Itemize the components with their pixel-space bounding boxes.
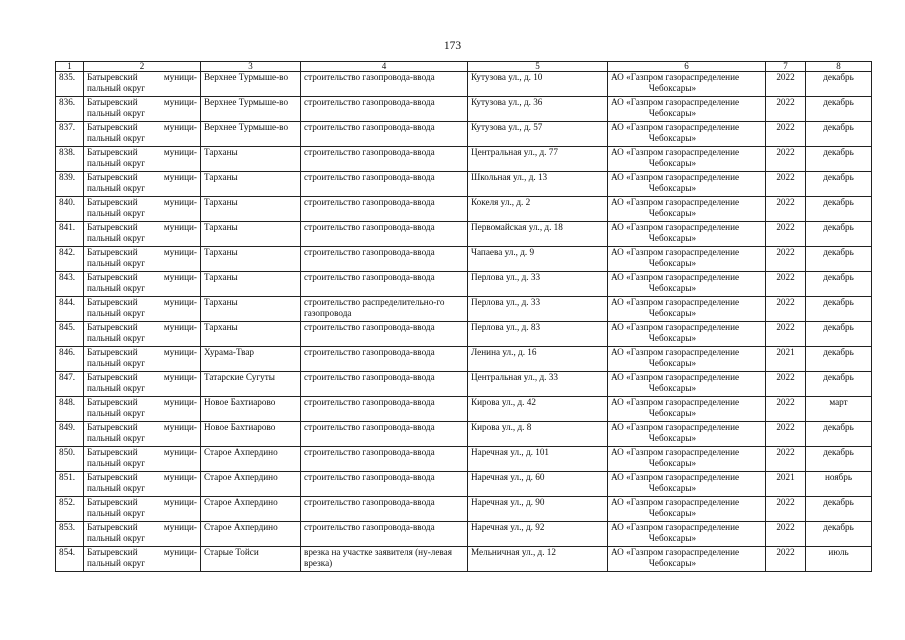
settlement-cell: Верхнее Турмыше-во — [201, 122, 301, 147]
address-cell: Перлова ул., д. 33 — [468, 272, 608, 297]
district-cell — [84, 222, 201, 247]
year-cell: 2022 — [766, 97, 806, 122]
address-cell: Наречная ул., д. 90 — [468, 497, 608, 522]
organization-name-line1: АО «Газпром газораспределение — [611, 447, 740, 457]
table-row — [56, 547, 872, 572]
work-type-cell: строительство газопровода-ввода — [301, 422, 468, 447]
organization-cell — [608, 472, 766, 497]
organization-name-line1: АО «Газпром газораспределение — [611, 372, 740, 382]
year-cell: 2022 — [766, 547, 806, 572]
table-row — [56, 147, 872, 172]
year-cell: 2022 — [766, 447, 806, 472]
organization-name-line1: АО «Газпром газораспределение — [611, 247, 740, 257]
work-type-cell: строительство газопровода-ввода — [301, 447, 468, 472]
organization-name-line2: Чебоксары» — [648, 407, 697, 418]
address-cell: Кутузова ул., д. 36 — [468, 97, 608, 122]
organization-name-line1: АО «Газпром газораспределение — [611, 72, 740, 82]
month-cell: декабрь — [806, 272, 872, 297]
district-type-part1: муници- — [163, 197, 197, 207]
month-cell: декабрь — [806, 122, 872, 147]
organization-cell — [608, 272, 766, 297]
settlement-cell: Тарханы — [201, 197, 301, 222]
district-type-part2: пальный округ — [87, 457, 146, 468]
district-cell — [84, 447, 201, 472]
month-cell: декабрь — [806, 297, 872, 322]
district-name: Батыревский — [87, 272, 138, 282]
district-name: Батыревский — [87, 447, 138, 457]
district-type-part1: муници- — [163, 147, 197, 157]
settlement-cell: Тарханы — [201, 147, 301, 172]
district-name: Батыревский — [87, 97, 138, 107]
settlement-cell: Старое Ахпердино — [201, 447, 301, 472]
district-name: Батыревский — [87, 147, 138, 157]
year-cell: 2022 — [766, 397, 806, 422]
row-number: 848. — [56, 397, 84, 422]
district-type-part2: пальный округ — [87, 357, 146, 368]
district-type-part1: муници- — [163, 322, 197, 332]
organization-cell — [608, 147, 766, 172]
row-number: 836. — [56, 97, 84, 122]
district-type-part2: пальный округ — [87, 82, 146, 93]
year-cell: 2022 — [766, 272, 806, 297]
row-number: 849. — [56, 422, 84, 447]
district-type-part2: пальный округ — [87, 257, 146, 268]
row-number: 850. — [56, 447, 84, 472]
settlement-cell: Тарханы — [201, 222, 301, 247]
organization-name-line2: Чебоксары» — [648, 307, 697, 318]
table-row — [56, 247, 872, 272]
organization-name-line2: Чебоксары» — [648, 232, 697, 243]
address-cell: Кокеля ул., д. 2 — [468, 197, 608, 222]
month-cell: декабрь — [806, 247, 872, 272]
organization-name-line1: АО «Газпром газораспределение — [611, 147, 740, 157]
organization-name-line2: Чебоксары» — [648, 357, 697, 368]
year-cell: 2021 — [766, 347, 806, 372]
work-type-cell: строительство распределительно-го газопровода — [301, 297, 468, 322]
row-number: 851. — [56, 472, 84, 497]
work-type-cell: строительство газопровода-ввода — [301, 172, 468, 197]
district-cell — [84, 197, 201, 222]
organization-cell — [608, 122, 766, 147]
district-type-part1: муници- — [163, 547, 197, 557]
district-name: Батыревский — [87, 247, 138, 257]
district-cell — [84, 397, 201, 422]
work-type-cell: строительство газопровода-ввода — [301, 97, 468, 122]
work-type-cell: строительство газопровода-ввода — [301, 522, 468, 547]
organization-name-line1: АО «Газпром газораспределение — [611, 122, 740, 132]
district-cell — [84, 297, 201, 322]
district-name: Батыревский — [87, 72, 138, 82]
column-header-3: 3 — [201, 62, 301, 72]
table-row — [56, 222, 872, 247]
organization-name-line1: АО «Газпром газораспределение — [611, 522, 740, 532]
organization-cell — [608, 247, 766, 272]
district-type-part2: пальный округ — [87, 232, 146, 243]
district-cell — [84, 522, 201, 547]
district-type-part1: муници- — [163, 297, 197, 307]
organization-name-line1: АО «Газпром газораспределение — [611, 472, 740, 482]
month-cell: декабрь — [806, 522, 872, 547]
header-row — [56, 62, 872, 72]
year-cell: 2022 — [766, 72, 806, 97]
table-row — [56, 522, 872, 547]
table-row — [56, 297, 872, 322]
district-type-part1: муници- — [163, 447, 197, 457]
district-cell — [84, 322, 201, 347]
row-number: 852. — [56, 497, 84, 522]
year-cell: 2022 — [766, 372, 806, 397]
address-cell: Первомайская ул., д. 18 — [468, 222, 608, 247]
month-cell: ноябрь — [806, 472, 872, 497]
table-body — [56, 72, 872, 572]
district-cell — [84, 497, 201, 522]
organization-cell — [608, 422, 766, 447]
district-type-part2: пальный округ — [87, 382, 146, 393]
address-cell: Школьная ул., д. 13 — [468, 172, 608, 197]
month-cell: декабрь — [806, 197, 872, 222]
district-type-part1: муници- — [163, 97, 197, 107]
column-header-2: 2 — [84, 62, 201, 72]
district-cell — [84, 422, 201, 447]
district-cell — [84, 372, 201, 397]
district-type-part2: пальный округ — [87, 307, 146, 318]
row-number: 840. — [56, 197, 84, 222]
column-header-6: 6 — [608, 62, 766, 72]
organization-name-line1: АО «Газпром газораспределение — [611, 172, 740, 182]
settlement-cell: Тарханы — [201, 247, 301, 272]
column-header-1: 1 — [56, 62, 84, 72]
settlement-cell: Верхнее Турмыше-во — [201, 72, 301, 97]
address-cell: Перлова ул., д. 83 — [468, 322, 608, 347]
year-cell: 2022 — [766, 422, 806, 447]
district-type-part2: пальный округ — [87, 107, 146, 118]
district-name: Батыревский — [87, 422, 138, 432]
district-type-part1: муници- — [163, 247, 197, 257]
organization-name-line2: Чебоксары» — [648, 82, 697, 93]
row-number: 838. — [56, 147, 84, 172]
district-name: Батыревский — [87, 472, 138, 482]
table-row — [56, 197, 872, 222]
column-header-7: 7 — [766, 62, 806, 72]
organization-name-line2: Чебоксары» — [648, 132, 697, 143]
organization-name-line1: АО «Газпром газораспределение — [611, 347, 740, 357]
year-cell: 2022 — [766, 322, 806, 347]
address-cell: Кутузова ул., д. 57 — [468, 122, 608, 147]
district-name: Батыревский — [87, 122, 138, 132]
district-type-part2: пальный округ — [87, 207, 146, 218]
district-type-part2: пальный округ — [87, 432, 146, 443]
table-row — [56, 372, 872, 397]
row-number: 842. — [56, 247, 84, 272]
settlement-cell: Хурама-Твар — [201, 347, 301, 372]
district-type-part2: пальный округ — [87, 182, 146, 193]
district-type-part1: муници- — [163, 72, 197, 82]
district-cell — [84, 347, 201, 372]
district-type-part1: муници- — [163, 222, 197, 232]
address-cell: Центральная ул., д. 77 — [468, 147, 608, 172]
settlement-cell: Тарханы — [201, 297, 301, 322]
organization-cell — [608, 447, 766, 472]
address-cell: Кирова ул., д. 42 — [468, 397, 608, 422]
work-type-cell: строительство газопровода-ввода — [301, 147, 468, 172]
organization-name-line2: Чебоксары» — [648, 507, 697, 518]
organization-name-line1: АО «Газпром газораспределение — [611, 322, 740, 332]
address-cell: Кутузова ул., д. 10 — [468, 72, 608, 97]
organization-cell — [608, 322, 766, 347]
row-number: 854. — [56, 547, 84, 572]
organization-name-line2: Чебоксары» — [648, 107, 697, 118]
organization-name-line2: Чебоксары» — [648, 382, 697, 393]
district-type-part1: муници- — [163, 397, 197, 407]
organization-cell — [608, 72, 766, 97]
organization-name-line1: АО «Газпром газораспределение — [611, 222, 740, 232]
month-cell: декабрь — [806, 347, 872, 372]
district-type-part2: пальный округ — [87, 532, 146, 543]
table-header — [56, 62, 872, 72]
year-cell: 2022 — [766, 522, 806, 547]
month-cell: декабрь — [806, 447, 872, 472]
settlement-cell: Новое Бахтиарово — [201, 397, 301, 422]
settlement-cell: Тарханы — [201, 322, 301, 347]
gasification-register-table — [55, 61, 872, 572]
district-type-part1: муници- — [163, 422, 197, 432]
district-cell — [84, 72, 201, 97]
district-cell — [84, 472, 201, 497]
district-type-part2: пальный округ — [87, 332, 146, 343]
district-type-part2: пальный округ — [87, 132, 146, 143]
address-cell: Кирова ул., д. 8 — [468, 422, 608, 447]
year-cell: 2022 — [766, 247, 806, 272]
year-cell: 2021 — [766, 472, 806, 497]
row-number: 843. — [56, 272, 84, 297]
organization-name-line1: АО «Газпром газораспределение — [611, 272, 740, 282]
district-type-part2: пальный округ — [87, 157, 146, 168]
work-type-cell: строительство газопровода-ввода — [301, 372, 468, 397]
organization-name-line1: АО «Газпром газораспределение — [611, 497, 740, 507]
organization-name-line2: Чебоксары» — [648, 282, 697, 293]
table-row — [56, 397, 872, 422]
column-header-8: 8 — [806, 62, 872, 72]
work-type-cell: строительство газопровода-ввода — [301, 272, 468, 297]
organization-name-line2: Чебоксары» — [648, 182, 697, 193]
settlement-cell: Старые Тойси — [201, 547, 301, 572]
organization-name-line1: АО «Газпром газораспределение — [611, 197, 740, 207]
row-number: 853. — [56, 522, 84, 547]
table-row — [56, 347, 872, 372]
table-row — [56, 422, 872, 447]
district-name: Батыревский — [87, 522, 138, 532]
district-name: Батыревский — [87, 547, 138, 557]
page-number: 173 — [443, 40, 462, 52]
district-type-part1: муници- — [163, 122, 197, 132]
district-name: Батыревский — [87, 297, 138, 307]
month-cell: декабрь — [806, 172, 872, 197]
organization-name-line2: Чебоксары» — [648, 457, 697, 468]
month-cell: декабрь — [806, 72, 872, 97]
district-cell — [84, 172, 201, 197]
month-cell: декабрь — [806, 97, 872, 122]
month-cell: июль — [806, 547, 872, 572]
organization-cell — [608, 497, 766, 522]
month-cell: март — [806, 397, 872, 422]
month-cell: декабрь — [806, 497, 872, 522]
year-cell: 2022 — [766, 147, 806, 172]
organization-name-line2: Чебоксары» — [648, 432, 697, 443]
address-cell: Центральная ул., д. 33 — [468, 372, 608, 397]
settlement-cell: Новое Бахтиарово — [201, 422, 301, 447]
work-type-cell: строительство газопровода-ввода — [301, 322, 468, 347]
work-type-cell: строительство газопровода-ввода — [301, 122, 468, 147]
district-type-part2: пальный округ — [87, 482, 146, 493]
settlement-cell: Татарские Сугуты — [201, 372, 301, 397]
district-cell — [84, 547, 201, 572]
organization-name-line2: Чебоксары» — [648, 532, 697, 543]
organization-cell — [608, 372, 766, 397]
row-number: 845. — [56, 322, 84, 347]
table-row — [56, 97, 872, 122]
organization-cell — [608, 547, 766, 572]
organization-name-line1: АО «Газпром газораспределение — [611, 422, 740, 432]
row-number: 847. — [56, 372, 84, 397]
table-row — [56, 497, 872, 522]
address-cell: Ленина ул., д. 16 — [468, 347, 608, 372]
row-number: 844. — [56, 297, 84, 322]
district-type-part2: пальный округ — [87, 282, 146, 293]
work-type-cell: строительство газопровода-ввода — [301, 222, 468, 247]
settlement-cell: Верхнее Турмыше-во — [201, 97, 301, 122]
row-number: 841. — [56, 222, 84, 247]
address-cell: Наречная ул., д. 92 — [468, 522, 608, 547]
work-type-cell: строительство газопровода-ввода — [301, 72, 468, 97]
organization-name-line2: Чебоксары» — [648, 332, 697, 343]
address-cell: Перлова ул., д. 33 — [468, 297, 608, 322]
work-type-cell: строительство газопровода-ввода — [301, 472, 468, 497]
address-cell: Чапаева ул., д. 9 — [468, 247, 608, 272]
district-name: Батыревский — [87, 172, 138, 182]
district-cell — [84, 97, 201, 122]
work-type-cell: строительство газопровода-ввода — [301, 497, 468, 522]
organization-name-line2: Чебоксары» — [648, 157, 697, 168]
table-row — [56, 447, 872, 472]
organization-name-line2: Чебоксары» — [648, 257, 697, 268]
work-type-cell: строительство газопровода-ввода — [301, 397, 468, 422]
address-cell: Наречная ул., д. 60 — [468, 472, 608, 497]
year-cell: 2022 — [766, 122, 806, 147]
organization-cell — [608, 522, 766, 547]
year-cell: 2022 — [766, 297, 806, 322]
organization-name-line1: АО «Газпром газораспределение — [611, 397, 740, 407]
month-cell: декабрь — [806, 222, 872, 247]
organization-name-line1: АО «Газпром газораспределение — [611, 297, 740, 307]
district-type-part1: муници- — [163, 372, 197, 382]
work-type-cell: врезка на участке заявителя (ну-левая врезка) — [301, 547, 468, 572]
month-cell: декабрь — [806, 372, 872, 397]
district-type-part1: муници- — [163, 272, 197, 282]
district-name: Батыревский — [87, 322, 138, 332]
district-type-part2: пальный округ — [87, 557, 146, 568]
work-type-cell: строительство газопровода-ввода — [301, 347, 468, 372]
month-cell: декабрь — [806, 147, 872, 172]
settlement-cell: Старое Ахпердино — [201, 522, 301, 547]
organization-name-line2: Чебоксары» — [648, 557, 697, 568]
organization-cell — [608, 97, 766, 122]
table-row — [56, 322, 872, 347]
year-cell: 2022 — [766, 222, 806, 247]
district-type-part2: пальный округ — [87, 407, 146, 418]
table-row — [56, 172, 872, 197]
district-type-part1: муници- — [163, 472, 197, 482]
organization-cell — [608, 197, 766, 222]
year-cell: 2022 — [766, 197, 806, 222]
year-cell: 2022 — [766, 172, 806, 197]
row-number: 846. — [56, 347, 84, 372]
organization-name-line2: Чебоксары» — [648, 482, 697, 493]
district-type-part1: муници- — [163, 497, 197, 507]
month-cell: декабрь — [806, 322, 872, 347]
column-header-4: 4 — [301, 62, 468, 72]
district-cell — [84, 147, 201, 172]
district-name: Батыревский — [87, 197, 138, 207]
table-row — [56, 72, 872, 97]
year-cell: 2022 — [766, 497, 806, 522]
work-type-cell: строительство газопровода-ввода — [301, 247, 468, 272]
organization-cell — [608, 222, 766, 247]
district-type-part1: муници- — [163, 522, 197, 532]
organization-name-line1: АО «Газпром газораспределение — [611, 547, 740, 557]
settlement-cell: Тарханы — [201, 272, 301, 297]
district-name: Батыревский — [87, 347, 138, 357]
settlement-cell: Старое Ахпердино — [201, 472, 301, 497]
organization-cell — [608, 172, 766, 197]
organization-name-line1: АО «Газпром газораспределение — [611, 97, 740, 107]
organization-cell — [608, 347, 766, 372]
district-cell — [84, 122, 201, 147]
district-type-part1: муници- — [163, 172, 197, 182]
organization-cell — [608, 397, 766, 422]
district-name: Батыревский — [87, 222, 138, 232]
column-header-5: 5 — [468, 62, 608, 72]
settlement-cell: Тарханы — [201, 172, 301, 197]
district-name: Батыревский — [87, 397, 138, 407]
table-row — [56, 272, 872, 297]
work-type-cell: строительство газопровода-ввода — [301, 197, 468, 222]
month-cell: декабрь — [806, 422, 872, 447]
district-name: Батыревский — [87, 497, 138, 507]
row-number: 837. — [56, 122, 84, 147]
table-row — [56, 472, 872, 497]
row-number: 839. — [56, 172, 84, 197]
district-type-part2: пальный округ — [87, 507, 146, 518]
row-number: 835. — [56, 72, 84, 97]
district-type-part1: муници- — [163, 347, 197, 357]
address-cell: Мельничная ул., д. 12 — [468, 547, 608, 572]
organization-name-line2: Чебоксары» — [648, 207, 697, 218]
organization-cell — [608, 297, 766, 322]
district-cell — [84, 247, 201, 272]
district-cell — [84, 272, 201, 297]
table-row — [56, 122, 872, 147]
address-cell: Наречная ул., д. 101 — [468, 447, 608, 472]
district-name: Батыревский — [87, 372, 138, 382]
settlement-cell: Старое Ахпердино — [201, 497, 301, 522]
